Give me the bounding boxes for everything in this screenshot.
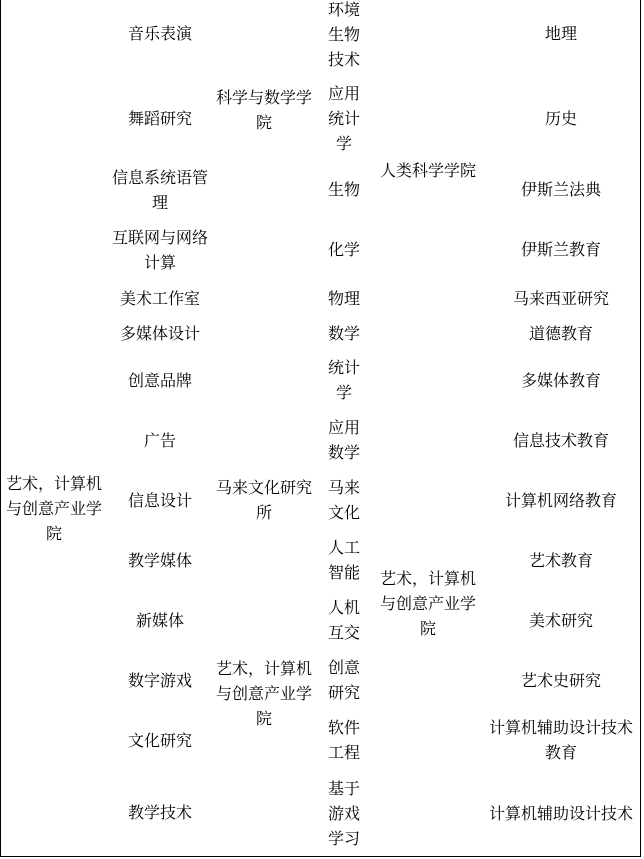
field-mathematics: 数学 bbox=[327, 324, 360, 343]
program-creative-branding: 创意品牌 bbox=[127, 371, 192, 390]
subject-history: 历史 bbox=[544, 109, 577, 128]
field-creative-studies: 创意研究 bbox=[327, 658, 360, 702]
field-chemistry: 化学 bbox=[327, 240, 360, 259]
subject-islamic-law: 伊斯兰法典 bbox=[520, 180, 601, 199]
field-malay-culture: 马来文化 bbox=[327, 478, 360, 522]
college-science-math: 科学与数学学院 bbox=[215, 88, 312, 132]
subject-multimedia-education: 多媒体教育 bbox=[520, 371, 601, 390]
program-new-media: 新媒体 bbox=[135, 611, 184, 630]
program-internet-computing: 互联网与网络计算 bbox=[111, 228, 208, 272]
college-arts-computing-3: 艺术，计算机与创意产业学院 bbox=[380, 568, 477, 638]
subject-art-history: 艺术史研究 bbox=[520, 671, 601, 690]
program-digital-games: 数字游戏 bbox=[127, 671, 192, 690]
college-anthropology: 人类科学学院 bbox=[380, 160, 477, 180]
subject-art-education: 艺术教育 bbox=[528, 551, 593, 570]
program-dance-studies: 舞蹈研究 bbox=[127, 109, 192, 128]
subject-malaysian-studies: 马来西亚研究 bbox=[512, 289, 609, 308]
subject-network-education: 计算机网络教育 bbox=[504, 491, 617, 510]
institute-malay-culture: 马来文化研究所 bbox=[215, 478, 312, 522]
field-biology: 生物 bbox=[327, 180, 360, 199]
program-instructional-tech: 教学技术 bbox=[127, 803, 192, 822]
field-env-biotech: 环境生物技术 bbox=[327, 0, 360, 69]
field-physics: 物理 bbox=[327, 289, 360, 308]
subject-it-education: 信息技术教育 bbox=[512, 431, 609, 450]
field-game-based-learning: 基于游戏学习 bbox=[327, 778, 360, 848]
program-instructional-media: 教学媒体 bbox=[127, 551, 192, 570]
field-applied-math: 应用数学 bbox=[327, 418, 360, 462]
program-multimedia-design: 多媒体设计 bbox=[119, 324, 200, 343]
program-info-design: 信息设计 bbox=[127, 491, 192, 510]
subject-cad-tech: 计算机辅助设计技术 bbox=[488, 803, 633, 823]
field-statistics: 统计学 bbox=[327, 358, 360, 402]
field-hci: 人机互交 bbox=[327, 598, 360, 642]
subject-moral-education: 道德教育 bbox=[528, 324, 593, 343]
field-ai: 人工智能 bbox=[327, 538, 360, 582]
subject-geography: 地理 bbox=[544, 24, 577, 43]
program-cultural-studies: 文化研究 bbox=[127, 731, 192, 750]
subject-islamic-education: 伊斯兰教育 bbox=[520, 240, 601, 259]
program-info-systems: 信息系统语管理 bbox=[111, 168, 208, 212]
program-advertising: 广告 bbox=[143, 431, 176, 450]
college-arts-computing: 艺术，计算机与创意产业学院 bbox=[6, 473, 103, 543]
college-arts-computing-2: 艺术，计算机与创意产业学院 bbox=[215, 658, 312, 728]
program-fine-art-studio: 美术工作室 bbox=[119, 289, 200, 308]
program-music-performance: 音乐表演 bbox=[127, 24, 192, 43]
field-applied-statistics: 应用统计学 bbox=[327, 83, 360, 153]
subject-fine-art-studies: 美术研究 bbox=[528, 611, 593, 630]
field-software-eng: 软件工程 bbox=[327, 718, 360, 762]
subject-cad-tech-education: 计算机辅助设计技术教育 bbox=[488, 718, 633, 762]
